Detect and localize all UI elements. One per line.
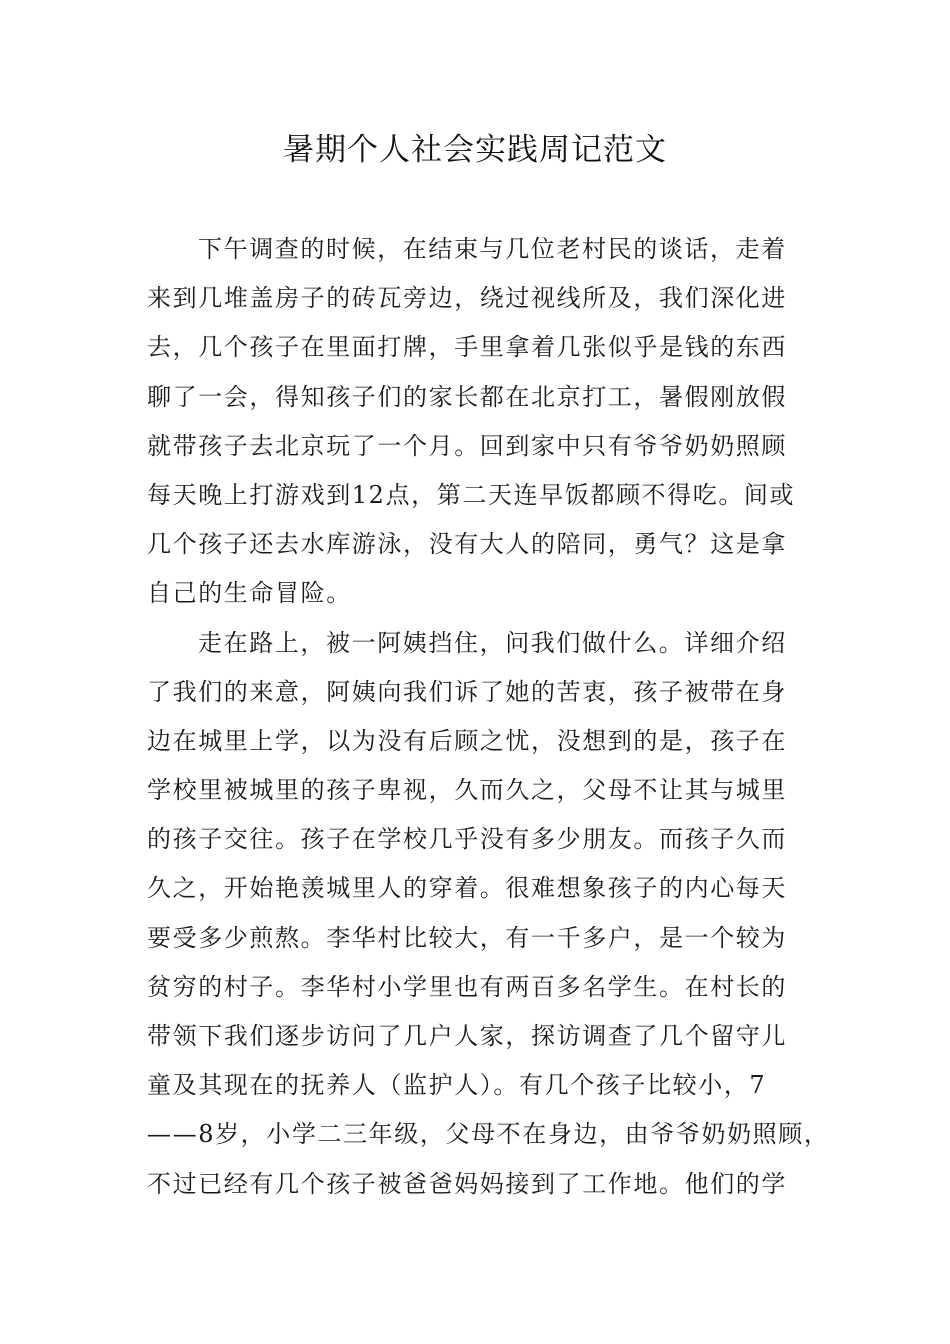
paragraph <box>147 225 823 619</box>
text-line: 几个孩子还去水库游泳，没有大人的陪同，勇气？这是拿 <box>147 530 787 559</box>
document-title: 暑期个人社会实践周记范文 <box>283 132 667 168</box>
text-line: 就带孩子去北京玩了一个月。回到家中只有爷爷奶奶照顾 <box>147 431 787 460</box>
text-line: 童及其现在的抚养人（监护人）。有几个孩子比较小，7 <box>147 1071 767 1100</box>
text-line: 每天晚上打游戏到12点，第二天连早饭都顾不得吃。间或 <box>147 480 796 509</box>
paragraph <box>147 619 830 1209</box>
text-line: 自己的生命冒险。 <box>147 579 352 608</box>
text-line: 来到几堆盖房子的砖瓦旁边，绕过视线所及，我们深化进 <box>147 284 787 313</box>
text-line: 走在路上，被一阿姨挡住，问我们做什么。详细介绍 <box>198 628 787 657</box>
text-line: 了我们的来意，阿姨向我们诉了她的苦衷，孩子被带在身 <box>147 677 787 706</box>
document-body <box>147 225 830 1209</box>
text-line: ——8岁，小学二三年级，父母不在身边，由爷爷奶奶照顾， <box>147 1120 830 1149</box>
text-line: 去，几个孩子在里面打牌，手里拿着几张似乎是钱的东西 <box>147 333 787 362</box>
text-line: 不过已经有几个孩子被爸爸妈妈接到了工作地。他们的学 <box>147 1169 787 1198</box>
text-line: 聊了一会，得知孩子们的家长都在北京打工，暑假刚放假 <box>147 382 787 411</box>
text-line: 边在城里上学，以为没有后顾之忧，没想到的是，孩子在 <box>147 726 787 755</box>
text-line: 带领下我们逐步访问了几户人家，探访调查了几个留守儿 <box>147 1022 787 1050</box>
text-line: 的孩子交往。孩子在学校几乎没有多少朋友。而孩子久而 <box>147 825 787 854</box>
text-line: 要受多少煎熬。李华村比较大，有一千多户，是一个较为 <box>147 923 787 952</box>
text-line: 久之，开始艳羡城里人的穿着。很难想象孩子的内心每天 <box>147 874 787 903</box>
text-line: 贫穷的村子。李华村小学里也有两百多名学生。在村长的 <box>147 972 787 1001</box>
text-line: 下午调查的时候，在结束与几位老村民的谈话，走着 <box>198 235 787 263</box>
text-line: 学校里被城里的孩子卑视，久而久之，父母不让其与城里 <box>147 776 787 805</box>
